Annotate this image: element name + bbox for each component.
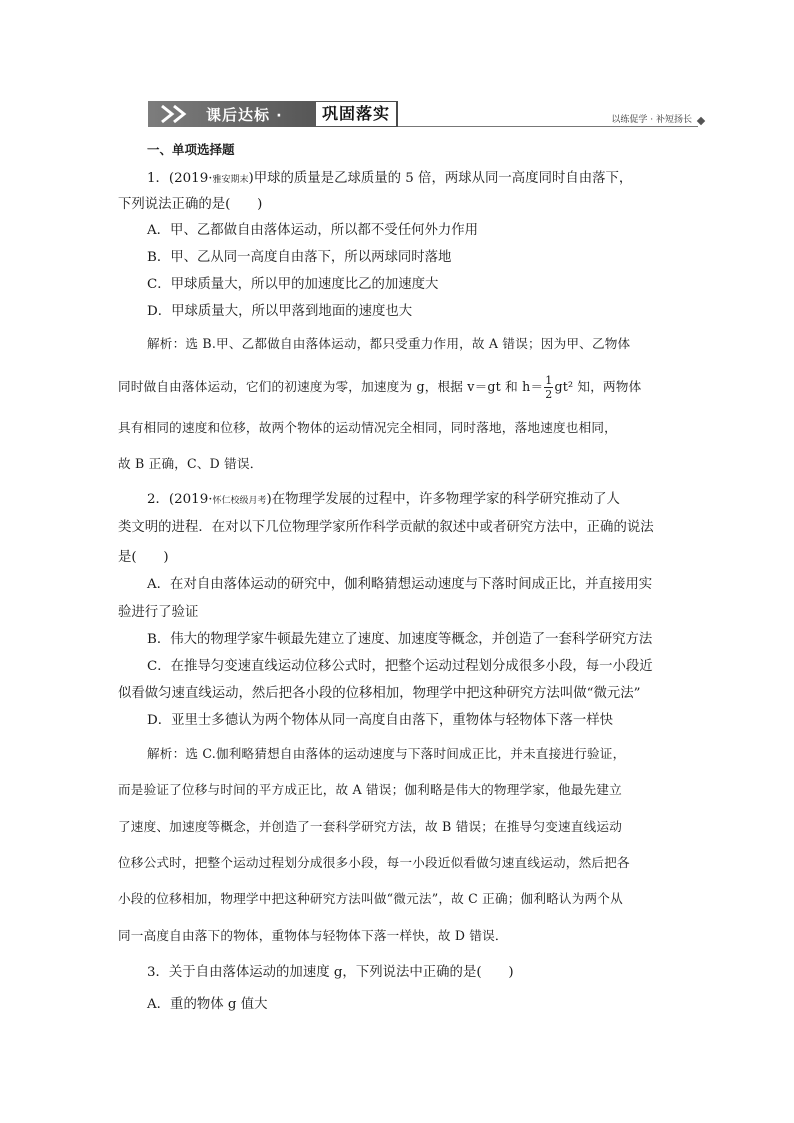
double-chevron-icon [158,104,198,124]
one-half-fraction: $\frac{1}{2}$ [545,374,553,401]
q2-option-c-line2: 似看做匀速直线运动，然后把各小段的位移相加，物理学中把这种研究方法叫做“微元法” [118,686,641,701]
q2-option-d: D．亚里士多德认为两个物体从同一高度自由落下，重物体与轻物体下落一样快 [147,713,614,728]
q1-option-d: D．甲球质量大，所以甲落到地面的速度也大 [147,304,413,319]
q1-analysis-line4: 故 B 正确，C、D 错误． [118,456,263,471]
q2-analysis-line2: 而是验证了位移与时间的平方成正比，故 A 错误；伽利略是伟大的物理学家，他最先建立 [118,782,622,797]
q3-stem: 3．关于自由落体运动的加速度 g，下列说法中正确的是( ) [147,965,514,980]
q2-analysis-line4: 位移公式时，把整个运动过程划分成很多小段，每一小段近似看做匀速直线运动，然后把各 [118,855,630,870]
q2-analysis-line1: 解析：选 C.伽利略猜想自由落体的运动速度与下落时间成正比，并未直接进行验证， [147,746,626,761]
header-slogan: 以练促学 · 补短扬长 [611,115,692,125]
banner-title: 课后达标 · [206,106,283,124]
q2-analysis-line3: 了速度、加速度等概念，并创造了一套科学研究方法，故 B 错误；在推导匀变速直线运动 [118,819,623,834]
q1-option-b: B．甲、乙从同一高度自由落下，所以两球同时落地 [147,250,452,265]
q2-option-b: B．伟大的物理学家牛顿最先建立了速度、加速度等概念，并创造了一套科学研究方法 [147,632,653,647]
q2-stem-line2: 类文明的进程．在对以下几位物理学家所作科学贡献的叙述中或者研究方法中，正确的说法 [118,520,654,535]
q1-stem-line2: 下列说法正确的是( ) [118,197,263,212]
section-title: 一、单项选择题 [147,142,235,157]
q2-source: 怀仁校级月考 [212,496,267,506]
header-rule [398,126,698,127]
q1-analysis-line1: 解析：选 B.甲、乙都做自由落体运动，都只受重力作用，故 A 错误；因为甲、乙物体 [147,336,631,351]
q2-analysis-line6: 同一高度自由落下的物体，重物体与轻物体下落一样快，故 D 错误． [118,928,508,943]
q1-source: 雅安期末 [212,175,249,185]
q2-stem-line3: 是( ) [118,550,169,565]
q2-stem-line1: 2．(2019·怀仁校级月考)在物理学发展的过程中，许多物理学家的科学研究推动了人 [147,492,620,507]
banner-dot: · [276,108,283,124]
q2-option-c-line1: C．在推导匀变速直线运动位移公式时，把整个运动过程划分成很多小段，每一小段近 [147,659,653,674]
q1-stem-line1: 1．(2019·雅安期末)甲球的质量是乙球质量的 5 倍，两球从同一高度同时自由落下， [147,171,633,186]
q1-option-c: C．甲球质量大，所以甲的加速度比乙的加速度大 [147,277,439,292]
diamond-icon [697,117,705,125]
q1-analysis-line3: 具有相同的速度和位移，故两个物体的运动情况完全相同，同时落地，落地速度也相同， [118,420,617,435]
q2-option-a-line1: A．在对自由落体运动的研究中，伽利略猜想运动速度与下落时间成正比，并直接用实 [147,577,653,592]
section-banner [148,101,398,127]
banner-subtitle: 巩固落实 [316,102,396,126]
q2-analysis-line5: 小段的位移相加，物理学中把这种研究方法叫做“微元法”，故 C 正确；伽利略认为两个从 [118,891,623,906]
q1-analysis-line2: 同时做自由落体运动，它们的初速度为零，加速度为 g，根据 v＝gt 和 h＝ $\frac{1}{2}$ gt² 知，两物体 [118,374,642,401]
q1-option-a: A．甲、乙都做自由落体运动，所以都不受任何外力作用 [147,223,479,238]
q2-option-a-line2: 验进行了验证 [118,605,199,620]
q3-option-a: A．重的物体 g 值大 [147,997,268,1012]
